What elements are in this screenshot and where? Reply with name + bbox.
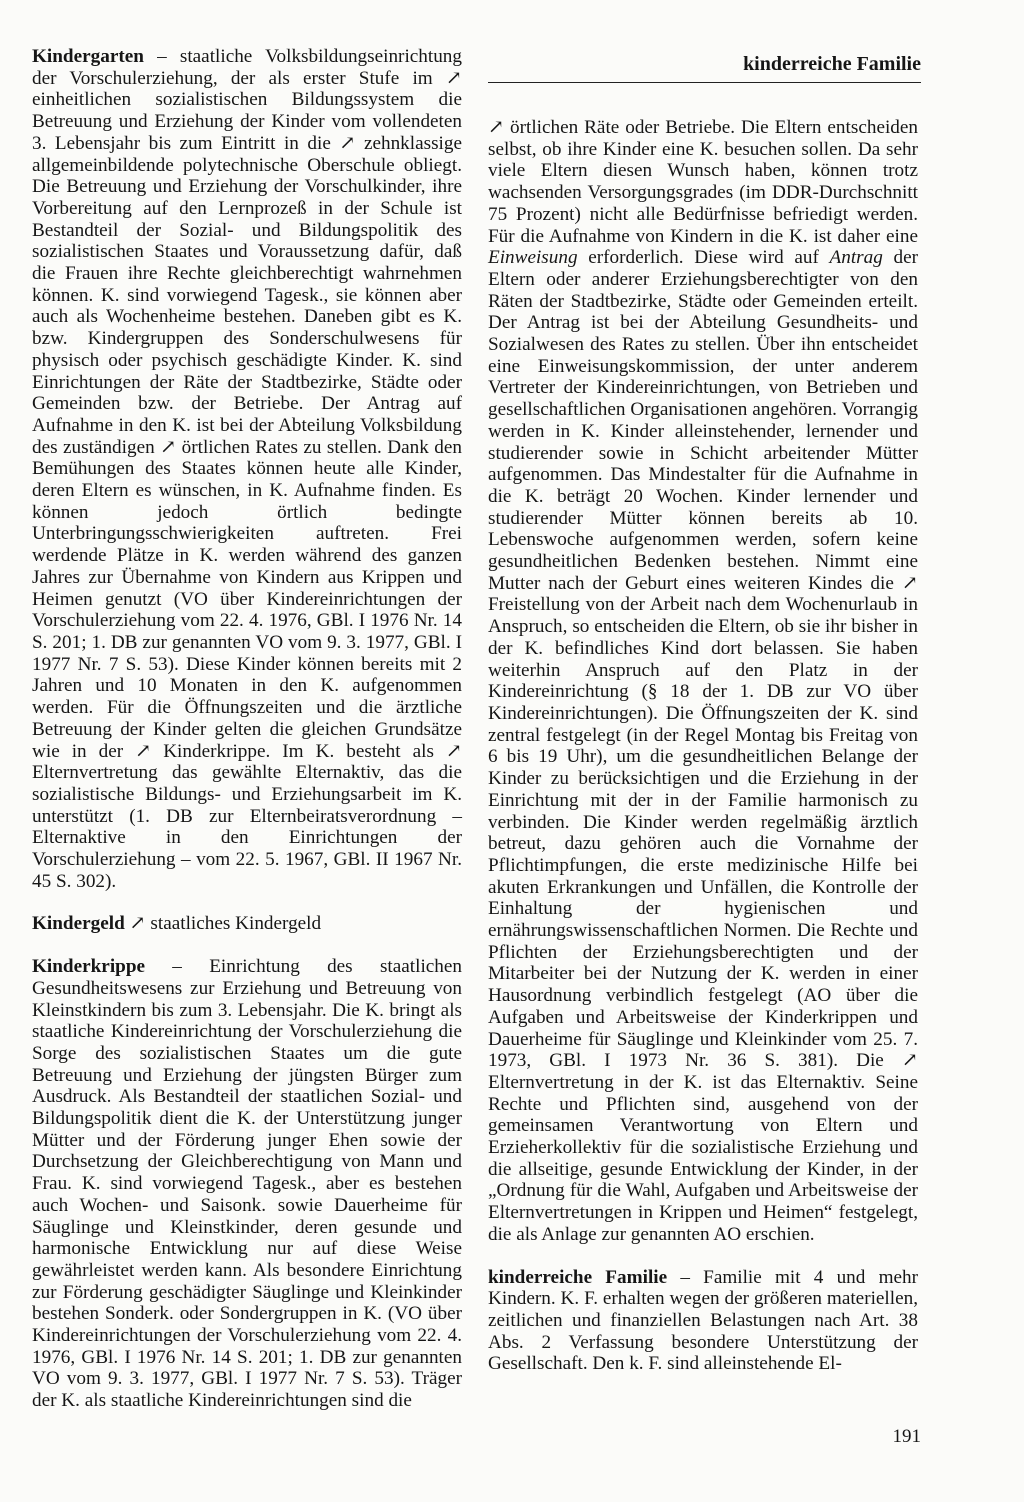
entry-text: staatliches Kindergeld bbox=[145, 913, 322, 935]
cross-reference-arrow-icon: ↗ bbox=[135, 740, 152, 762]
entry-text: örtlichen Rates zu stellen. Dank den Bemühungen des Staates können heute alle Kinder, deren Eltern es wünschen, in K. Aufnahme finden. Es können jedoch örtlich bedingte Unterbringungsschwierigkeiten auftreten. Frei werdende Plätze in K. werden während des ganzen Jahres zur Übernahme von Kindern aus Krippen und Heimen genutzt (VO über Kindereinrichtungen der Vorschulerziehung vom 22. 4. 1976, GBl. I 1976 Nr. 14 S. 201; 1. DB zur genannten VO vom 9. 3. 1977, GBl. I 1977 Nr. 7 S. 53). Diese Kinder können bereits mit 2 Jahren und 10 Monaten in den K. aufgenommen werden. Für die Öffnungszeiten und die ärztliche Betreuung der Kinder gelten die gleichen Grundsätze wie in der bbox=[32, 436, 462, 762]
cross-reference-arrow-icon: ↗ bbox=[445, 67, 462, 89]
entry-kinderreiche-familie bbox=[488, 1267, 918, 1376]
entry-text: erforderlich. Diese wird auf bbox=[577, 247, 830, 269]
page-number: 191 bbox=[892, 1426, 921, 1447]
entry-text: der Eltern oder anderer Erziehungsberechtigter von den Räten der Stadtbezirke, Städte oder Gemeinden erteilt. Der Antrag ist bei der Abteilung Gesundheits- und Sozialwesen des Rates zu stellen. Über ihn entscheidet eine Einweisungskommission, der unter anderem Vertreter der Kindereinrichtungen, von Betrieben und gesellschaftlichen Organisationen angehören. Vorrangig werden in K. Kinder alleinstehender, lernender und studierender sowie in Schicht arbeitender Mütter aufgenommen. Das Mindestalter für die Aufnahme in die K. beträgt 20 Wochen. Kinder lernender und studierender Mütter können bereits ab 10. Lebenswoche aufgenommen werden, sofern keine gesundheitlichen Bedenken bestehen. Nimmt eine Mutter nach der Geburt eines weiteren Kindes die bbox=[488, 247, 918, 594]
entry-term: Kinderkrippe bbox=[32, 956, 146, 978]
entry-emphasis: Einweisung bbox=[488, 247, 578, 269]
entry-text: – Einrichtung des staatlichen Gesundheitswesens zur Erziehung und Betreuung von Kleinstkindern bis zum 3. Lebensjahr. Die K. bringt als staatliche Kindereinrichtung der Vorschulerziehung die Sorge des sozialistischen Staates um die gute Betreuung und Erziehung der jüngsten Bürger zum Ausdruck. Als Bestandteil der staatlichen Sozial- und Bildungspolitik dient die K. der Unterstützung junger Mütter und der Förderung junger Ehen sowie der Durchsetzung der Gleichberechtigung von Mann und Frau. K. sind vorwiegend Tagesk., aber es bestehen auch Wochen- und Saisonk. sowie Dauerheime für Säuglinge und Kleinstkinder, deren gesunde und harmonische Entwicklung nur auf diese Weise gewährleistet werden kann. Als besondere Einrichtung zur Förderung geschädigter Säuglinge und Kleinkinder bestehen Sonderk. oder Sondergruppen in K. (VO über Kindereinrichtungen der Vorschulerziehung vom 22. 4. 1976, GBl. I 1976 Nr. 14 S. 201; 1. DB zur genannten VO vom 9. 3. 1977, GBl. I 1977 Nr. 7 S. 53). Träger der K. als staatliche Kindereinrichtungen sind die bbox=[32, 956, 462, 1412]
entry-emphasis: Antrag bbox=[829, 247, 883, 269]
cross-reference-arrow-icon: ↗ bbox=[339, 132, 356, 154]
entry-text: – Familie mit 4 und mehr Kindern. K. F. erhalten wegen der größeren materiellen, zeitlichen und finanziellen Belastungen nach Art. 38 Abs. 2 Verfassung besondere Unterstützung der Gesellschaft. Den k. F. sind alleinstehende El- bbox=[488, 1266, 918, 1375]
entry-term: Kindergeld bbox=[32, 913, 125, 935]
entry-term: Kindergarten bbox=[32, 46, 144, 67]
entry-text: zehnklassige allgemeinbildende polytechnische Oberschule obliegt. Die Betreuung und Erziehung der Vorschulkinder, ihre Vorbereitung auf den Lernprozeß in der Schule ist Bestandteil der Sozial- und Bildungspolitik des sozialistischen Staates und Voraussetzung dafür, daß die Frauen ihre Rechte gleichberechtigt wahrnehmen können. K. sind vorwiegend Tagesk., sie können aber auch als Wochenheime bestehen. Daneben gibt es K. bzw. Kindergruppen des Sonderschulwesens für physisch oder psychisch geschädigte Kinder. K. sind Einrichtungen der Räte der Stadtbezirke, Städte oder Gemeinden bzw. der Betriebe. Der Antrag auf Aufnahme in den K. ist bei der Abteilung Volksbildung des zuständigen bbox=[32, 132, 463, 458]
cross-reference-arrow-icon: ↗ bbox=[129, 913, 146, 935]
cross-reference-arrow-icon: ↗ bbox=[901, 1050, 918, 1072]
entry-text: örtlichen Räte oder Betriebe. Die Eltern entscheiden selbst, ob ihre Kinder eine K. besuchen sollen. Da sehr viele Eltern diesen Wunsch haben, können trotz wachsenden Versorgungsgrades (im DDR-Durchschnitt 75 Prozent) nicht alle Bedürfnisse befriedigt werden. Für die Aufnahme von Kindern in die K. ist daher eine bbox=[488, 117, 918, 247]
entry-term: kinderreiche Familie bbox=[488, 1266, 668, 1288]
running-head: kinderreiche Familie bbox=[743, 53, 921, 75]
entry-kindergarten bbox=[32, 46, 462, 892]
entry-kinderkrippe bbox=[32, 956, 462, 1412]
cross-reference-arrow-icon: ↗ bbox=[901, 572, 918, 594]
entry-text: – staatliche Volksbildungseinrichtung der Vorschulerziehung, der als erster Stufe im bbox=[32, 46, 462, 89]
cross-reference-arrow-icon: ↗ bbox=[488, 117, 505, 138]
entry-text: Elternvertretung das gewählte Elternaktiv, das die sozialistische Bildungs- und Erziehungsarbeit im K. unterstützt (1. DB zur Elternbeiratsverordnung – Elternaktive in den Einrichtungen der Vorschulerziehung – vom 22. 5. 1967, GBl. II 1967 Nr. 45 S. 302). bbox=[32, 762, 462, 892]
header-rule bbox=[488, 82, 921, 83]
entry-kindergeld bbox=[32, 913, 462, 935]
entry-kinderkrippe-continued bbox=[488, 117, 918, 1246]
cross-reference-arrow-icon: ↗ bbox=[445, 740, 462, 762]
entry-text: einheitlichen sozialistischen Bildungssystem die Betreuung und Erziehung der Kinder vom vollendeten 3. Lebensjahr bis zum Eintritt in die bbox=[32, 89, 462, 154]
left-column bbox=[32, 46, 462, 1433]
right-column bbox=[488, 117, 918, 1396]
entry-text: Kinderkrippe. Im K. besteht als bbox=[151, 740, 446, 762]
entry-text: Freistellung von der Arbeit nach dem Wochenurlaub in Anspruch, so entscheiden die Eltern, ob sie ihr bisher in der K. befindliches Kind dort belassen. Sie haben weiterhin Anspruch auf den Platz in der Kindereinrichtung (§ 18 der 1. DB zur VO über Kindereinrichtungen). Die Öffnungszeiten der K. sind zentral festgelegt (in der Regel Montag bis Freitag von 6 bis 19 Uhr), um die gesundheitlichen Belange der Kinder zu berücksichtigen und die Erziehung in der Einrichtung mit der in der Familie harmonisch zu verbinden. Die Kinder werden regelmäßig ärztlich betreut, dazu gehören auch die Vornahme der Pflichtimpfungen, die erste medizinische Hilfe bei akuten Erkrankungen und Unfällen, die Kontrolle der Einhaltung der hygienischen und ernährungswissenschaftlichen Normen. Die Rechte und Pflichten der Erziehungsberechtigten und der Mitarbeiter bei der Nutzung der K. werden in einer Hausordnung verbindlich festgelegt (AO über die Aufgaben und Arbeitsweise der Kinderkrippen und Dauerheime für Säuglinge und Kleinkinder vom 25. 7. 1973, GBl. I 1973 Nr. 36 S. 381). Die bbox=[488, 594, 918, 1072]
cross-reference-arrow-icon: ↗ bbox=[160, 436, 177, 458]
entry-text: Elternvertretung in der K. ist das Elternaktiv. Seine Rechte und Pflichten sind, ausgehend von der gemeinsamen Verantwortung von Eltern und Erzieherkollektiv für die sozialistische Erziehung und die allseitige, gesunde Entwicklung der Kinder, in der „Ordnung für die Wahl, Aufgaben und Arbeitsweise der Elternvertretungen in Krippen und Heimen“ festgelegt, die als Anlage zur genannten AO erschien. bbox=[488, 1071, 918, 1245]
